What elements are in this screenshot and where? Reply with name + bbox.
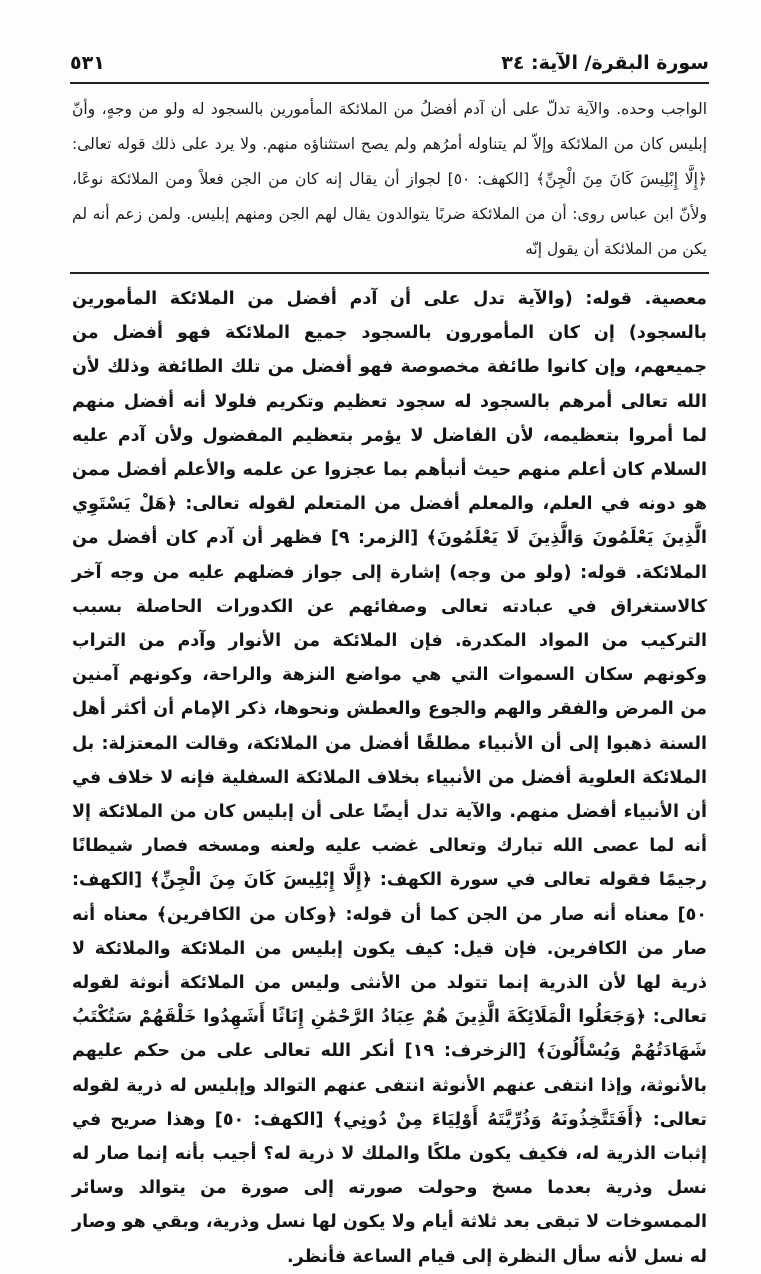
excerpt-text: الواجب وحده. والآية تدلّ على أن آدم أفضلُ من الملائكة المأمورين بالسجود له ولو من وجهٍ، وأنّ إبليس كان من الملائكة وإلاّ لم يتناوله أمرُهم ولم يصح استثناؤه منهم. ولا يرد على ذلك قوله تعالى: ﴿إِلَّا إِبْلِيسَ كَانَ مِنَ الْجِنِّ﴾ [الكهف: ٥٠] لجواز أن يقال إنه كان من الجن فعلاً ومن الملائكة نوعًا، ولأنّ ابن عباس روى: أن من الملائكة ضربًا يتوالدون يقال لهم الجن ومنهم إبليس. ولمن زعم أنه لم يكن من الملائكة أن يقول إنّه [72,100,708,258]
tafsir-excerpt [72,92,707,267]
commentary-text: معصية. قوله: (والآية تدل على أن آدم أفضل من الملائكة المأمورين بالسجود) إن كان المأمورون بالسجود جميع الملائكة فهو أفضل من جميعهم، وإن كانوا طائفة مخصوصة فهو أفضل من تلك الطائفة وذلك لأن الله تعالى أمرهم بالسجود له سجود تعظيم وتكريم فلولا أنه أفضل منهم لما أمروا بتعظيمه، لأن الفاضل لا يؤمر بتعظيم المفضول ولأن آدم عليه السلام كان أعلم منهم حيث أنبأهم بما عجزوا عن علمه والأعلم أفضل ممن هو دونه في العلم، والمعلم أفضل من المتعلم لقوله تعالى: ﴿هَلْ يَسْتَوِي الَّذِينَ يَعْلَمُونَ وَالَّذِينَ لَا يَعْلَمُونَ﴾ [الزمر: ٩] فظهر أن آدم كان أفضل من الملائكة. قوله: (ولو من وجه) إشارة إلى جواز فضلهم عليه من وجه آخر كالاستغراق في عبادته تعالى وصفائهم عن الكدورات الحاصلة بسبب التركيب من المواد المكدرة. فإن الملائكة من الأنوار وآدم من التراب وكونهم سكان السموات التي هي مواضع النزهة والراحة، وكونهم آمنين من المرض والفقر والهم والجوع والعطش ونحوها، ذكر الإمام أن أكثر أهل السنة ذهبوا إلى أن الأنبياء مطلقًا أفضل من الملائكة، وقالت المعتزلة: بل الملائكة العلوية أفضل من الأنبياء بخلاف الملائكة السفلية فإنه لا خلاف في أن الأنبياء أفضل منهم. والآية تدل أيضًا على أن إبليس كان من الملائكة إلا أنه لما عصى الله تبارك وتعالى غضب عليه ولعنه ومسخه فصار شيطانًا رجيمًا فقوله تعالى في سورة الكهف: ﴿إِلَّا إِبْلِيسَ كَانَ مِنَ الْجِنِّ﴾ [الكهف: ٥٠] معناه أنه صار من الجن كما أن قوله: ﴿وكان من الكافرين﴾ معناه أنه صار من الكافرين. فإن قيل: كيف يكون إبليس من الملائكة والملائكة لا ذرية لها لأن الذرية إنما تتولد من الأنثى وليس من الملائكة أنوثة لقوله تعالى: ﴿وَجَعَلُوا الْمَلَائِكَةَ الَّذِينَ هُمْ عِبَادُ الرَّحْمَٰنِ إِنَاثًا أَشَهِدُوا خَلْقَهُمْ سَتُكْتَبُ شَهَادَتُهُمْ وَيُسْأَلُونَ﴾ [الزخرف: ١٩] أنكر الله تعالى على من حكم عليهم بالأنوثة، وإذا انتفى عنهم الأنوثة انتفى عنهم التوالد وإبليس له ذرية لقوله تعالى: ﴿أَفَتَتَّخِذُونَهُ وَذُرِّيَّتَهُ أَوْلِيَاءَ مِنْ دُونِي﴾ [الكهف: ٥٠] وهذا صريح في إثبات الذرية له، فكيف يكون ملكًا والملك لا ذرية له؟ أجيب بأنه إنما صار له نسل وذرية بعدما مسخ وحولت صورته إلى صورة من يتوالد وسائر الممسوخات لا تبقى بعد ثلاثة أيام ولا يكون لها نسل وذرية، وبقي هو وصار له نسل لأنه سأل النظرة إلى قيام الساعة فأنظر. [72,289,707,1267]
page-header [70,48,709,78]
page-number: ٥٣١ [70,52,105,74]
section-divider [70,272,709,274]
running-title: سورة البقرة/ الآية: ٣٤ [501,52,709,74]
commentary-block [72,282,707,1274]
header-rule [70,82,709,84]
